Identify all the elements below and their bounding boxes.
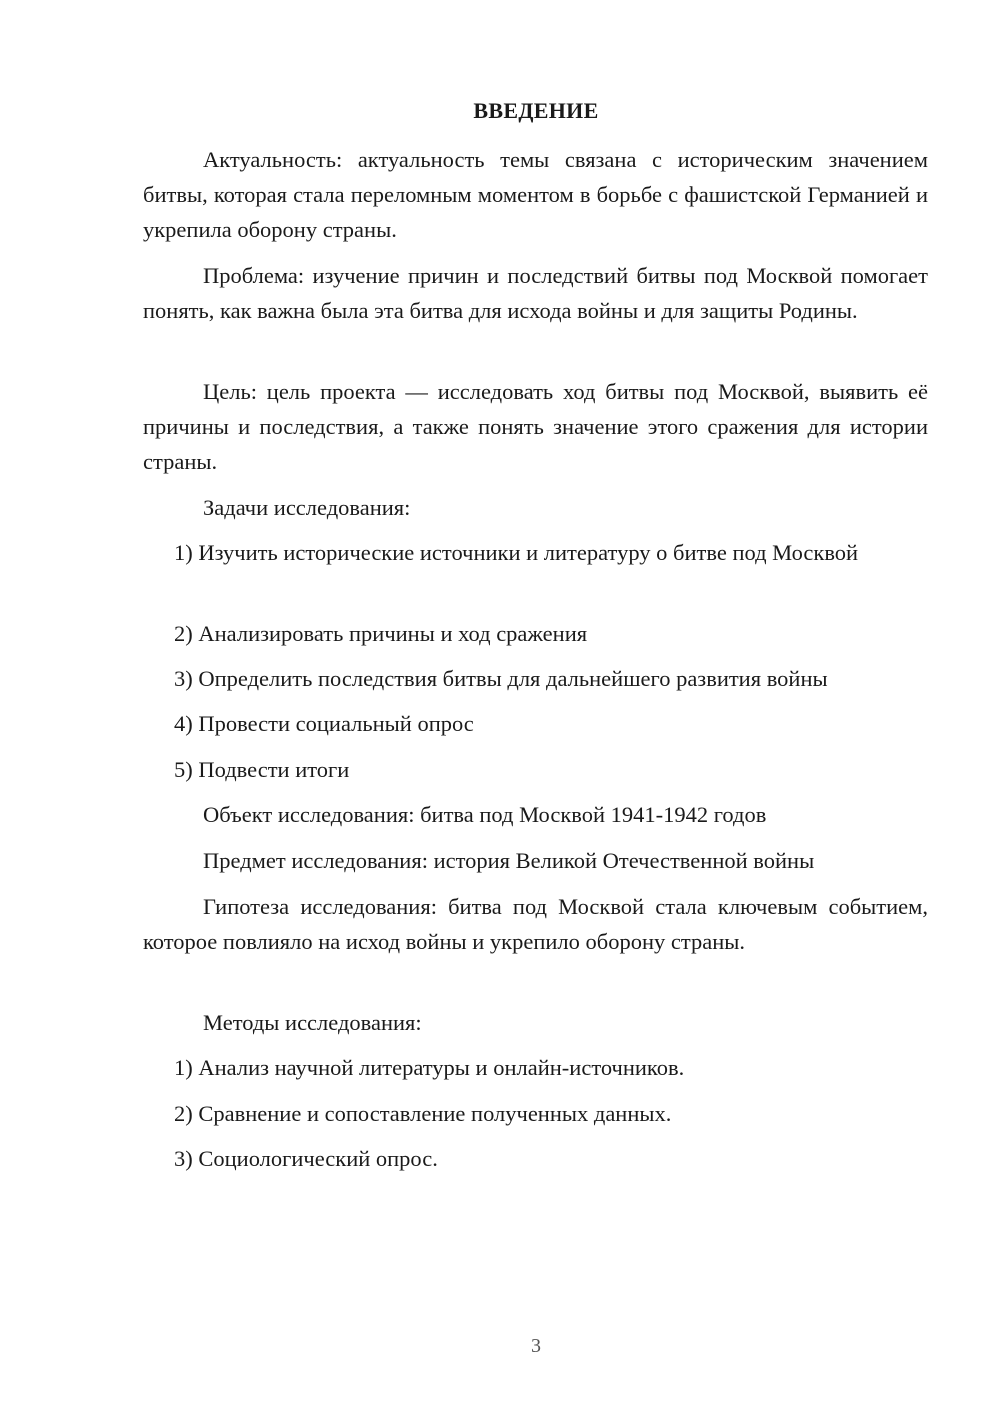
- method-item-2: 2) Сравнение и сопоставление полученных данных.: [174, 1101, 672, 1126]
- section-title: ВВЕДЕНИЕ: [473, 98, 599, 123]
- paragraph-object: Объект исследования: битва под Москвой 1941-1942 годов: [203, 802, 767, 827]
- task-item-4: 4) Провести социальный опрос: [174, 711, 474, 736]
- method-item-1: 1) Анализ научной литературы и онлайн-источников.: [174, 1055, 685, 1080]
- method-item-3: 3) Социологический опрос.: [174, 1146, 438, 1171]
- methods-heading: Методы исследования:: [203, 1010, 422, 1035]
- tasks-heading: Задачи исследования:: [203, 495, 411, 520]
- task-item-3: 3) Определить последствия битвы для дальнейшего развития войны: [174, 666, 828, 691]
- paragraph-hypothesis: Гипотеза исследования: битва под Москвой стала ключевым событием, которое повлияло на исход войны и укрепило оборону страны.: [143, 894, 928, 954]
- task-item-2: 2) Анализировать причины и ход сражения: [174, 621, 588, 646]
- paragraph-problem: Проблема: изучение причин и последствий битвы под Москвой помогает понять, как важна была эта битва для исхода войны и для защиты Родины.: [143, 263, 928, 323]
- page-number: 3: [531, 1335, 541, 1357]
- task-item-5: 5) Подвести итоги: [174, 757, 350, 782]
- paragraph-goal: Цель: цель проекта — исследовать ход битвы под Москвой, выявить её причины и последствия, а также понять значение этого сражения для истории страны.: [143, 379, 928, 474]
- paragraph-subject: Предмет исследования: история Великой Отечественной войны: [203, 848, 815, 873]
- task-item-1: 1) Изучить исторические источники и литературу о битве под Москвой: [174, 540, 859, 565]
- paragraph-relevance: Актуальность: актуальность темы связана с историческим значением битвы, которая стала переломным моментом в борьбе с фашистской Германией и укрепила оборону страны.: [143, 147, 928, 242]
